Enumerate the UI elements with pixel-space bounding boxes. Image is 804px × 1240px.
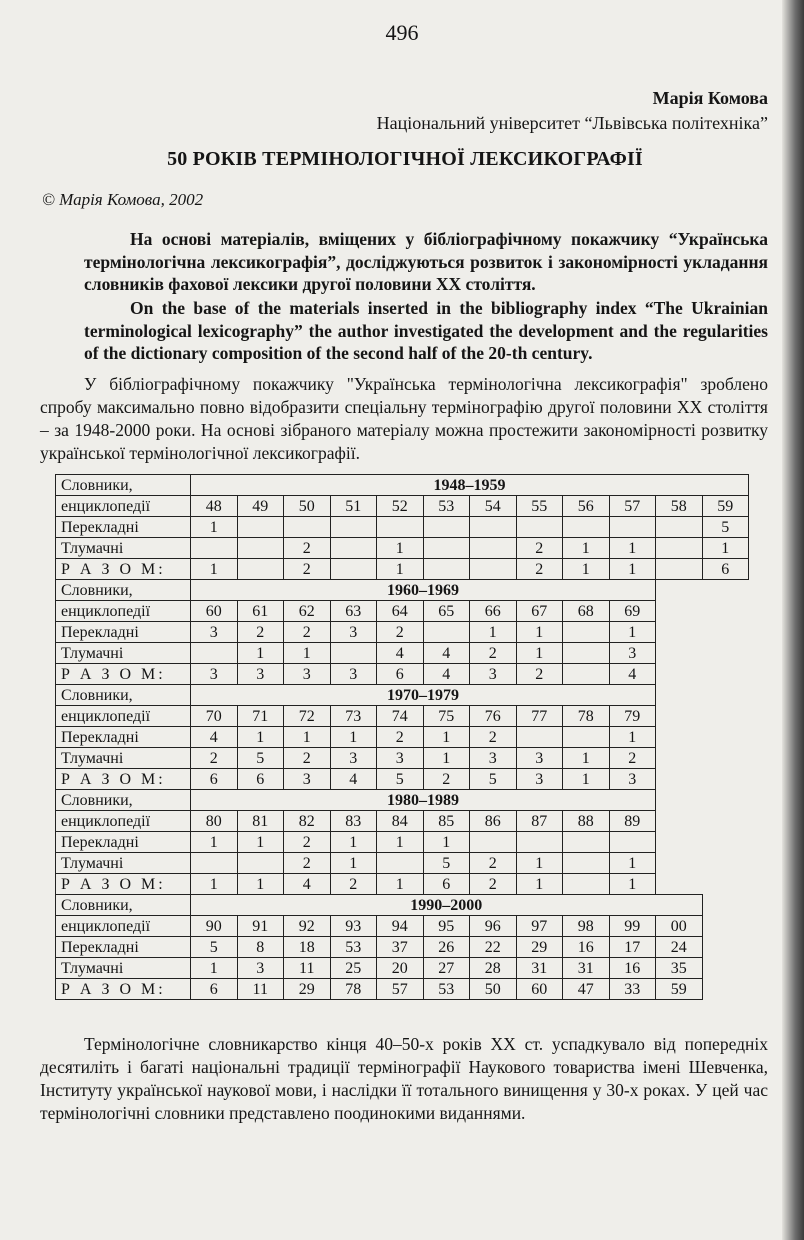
value-cell <box>656 559 703 580</box>
value-cell <box>516 832 563 853</box>
value-cell <box>563 664 610 685</box>
value-cell: 1 <box>516 622 563 643</box>
period-header-row <box>56 475 749 496</box>
year-cell: 52 <box>377 496 424 517</box>
value-cell: 35 <box>656 958 703 979</box>
value-cell: 11 <box>237 979 284 1000</box>
year-cell: 99 <box>609 916 656 937</box>
value-cell: 16 <box>563 937 610 958</box>
year-cell: 95 <box>423 916 470 937</box>
value-cell: 3 <box>377 748 424 769</box>
year-cell: 90 <box>191 916 238 937</box>
table-row <box>56 622 749 643</box>
year-cell: 93 <box>330 916 377 937</box>
value-cell: 3 <box>191 664 238 685</box>
table-row <box>56 748 749 769</box>
year-cell: 70 <box>191 706 238 727</box>
value-cell: 2 <box>423 769 470 790</box>
table-row <box>56 643 749 664</box>
row-label: Тлумачні <box>56 853 191 874</box>
value-cell: 1 <box>702 538 749 559</box>
value-cell: 1 <box>377 832 424 853</box>
year-cell: 63 <box>330 601 377 622</box>
row-label: Тлумачні <box>56 748 191 769</box>
value-cell: 2 <box>470 874 517 895</box>
value-cell: 1 <box>423 748 470 769</box>
value-cell: 5 <box>423 853 470 874</box>
year-cell: 55 <box>516 496 563 517</box>
value-cell <box>516 517 563 538</box>
value-cell: 16 <box>609 958 656 979</box>
value-cell <box>609 832 656 853</box>
abstract-ukrainian: На основі матеріалів, вміщених у бібліографічному покажчику “Українська термінологічна лексикографія”, досліджуються розвиток і закономірності укладання словників фахової лексики другої половини ХХ століття. <box>84 229 768 294</box>
value-cell <box>377 517 424 538</box>
dictionary-statistics-table <box>55 474 749 1000</box>
value-cell: 2 <box>237 622 284 643</box>
value-cell: 1 <box>609 559 656 580</box>
value-cell: 3 <box>470 664 517 685</box>
value-cell <box>284 517 331 538</box>
row-header-dictionaries: Словники, <box>56 895 191 916</box>
total-row <box>56 769 749 790</box>
value-cell: 1 <box>191 958 238 979</box>
value-cell: 28 <box>470 958 517 979</box>
value-cell: 1 <box>377 538 424 559</box>
year-cell: 56 <box>563 496 610 517</box>
article-title: 50 РОКІВ ТЕРМІНОЛОГІЧНОЇ ЛЕКСИКОГРАФІЇ <box>167 148 643 170</box>
value-cell: 1 <box>191 517 238 538</box>
abstract-english: On the base of the materials inserted in the bibliography index “The Ukrainian terminological lexicography” the author investigated the development and the regularities of the dictionary composition of the second half of the 20-th century. <box>84 298 768 363</box>
value-cell: 6 <box>423 874 470 895</box>
value-cell <box>563 727 610 748</box>
row-header-encyclopedias: енциклопедії <box>56 706 191 727</box>
row-label: Перекладні <box>56 517 191 538</box>
value-cell: 26 <box>423 937 470 958</box>
value-cell: 2 <box>470 727 517 748</box>
value-cell: 1 <box>237 643 284 664</box>
year-cell: 89 <box>609 811 656 832</box>
year-cell: 87 <box>516 811 563 832</box>
value-cell <box>563 874 610 895</box>
row-header-encyclopedias: енциклопедії <box>56 496 191 517</box>
year-cell: 92 <box>284 916 331 937</box>
value-cell: 4 <box>423 643 470 664</box>
year-cell: 57 <box>609 496 656 517</box>
period-label: 1960–1969 <box>191 580 656 601</box>
value-cell: 11 <box>284 958 331 979</box>
value-cell: 3 <box>609 769 656 790</box>
year-cell: 91 <box>237 916 284 937</box>
year-cell: 49 <box>237 496 284 517</box>
year-cell: 78 <box>563 706 610 727</box>
year-cell: 74 <box>377 706 424 727</box>
year-cell: 76 <box>470 706 517 727</box>
value-cell: 4 <box>377 643 424 664</box>
value-cell: 1 <box>609 538 656 559</box>
value-cell: 29 <box>284 979 331 1000</box>
value-cell: 3 <box>516 748 563 769</box>
value-cell: 3 <box>330 664 377 685</box>
value-cell: 1 <box>563 559 610 580</box>
year-cell: 64 <box>377 601 424 622</box>
value-cell: 2 <box>516 559 563 580</box>
value-cell: 5 <box>377 769 424 790</box>
value-cell: 5 <box>470 769 517 790</box>
row-label: Р А З О М: <box>56 769 191 790</box>
year-cell: 96 <box>470 916 517 937</box>
value-cell: 2 <box>284 559 331 580</box>
table-row <box>56 727 749 748</box>
year-cell: 65 <box>423 601 470 622</box>
value-cell: 18 <box>284 937 331 958</box>
value-cell: 4 <box>330 769 377 790</box>
value-cell: 17 <box>609 937 656 958</box>
value-cell: 1 <box>284 727 331 748</box>
value-cell <box>237 538 284 559</box>
value-cell <box>191 538 238 559</box>
year-cell: 00 <box>656 916 703 937</box>
value-cell: 6 <box>191 979 238 1000</box>
year-cell: 62 <box>284 601 331 622</box>
value-cell <box>470 832 517 853</box>
value-cell: 1 <box>191 559 238 580</box>
row-label: Р А З О М: <box>56 559 191 580</box>
year-cell: 88 <box>563 811 610 832</box>
year-cell: 54 <box>470 496 517 517</box>
value-cell <box>191 643 238 664</box>
value-cell <box>470 559 517 580</box>
value-cell: 59 <box>656 979 703 1000</box>
value-cell: 6 <box>377 664 424 685</box>
table-row <box>56 538 749 559</box>
value-cell: 5 <box>702 517 749 538</box>
value-cell: 47 <box>563 979 610 1000</box>
year-cell: 80 <box>191 811 238 832</box>
years-row <box>56 811 749 832</box>
row-label: Тлумачні <box>56 538 191 559</box>
value-cell: 1 <box>516 874 563 895</box>
value-cell: 4 <box>284 874 331 895</box>
value-cell: 2 <box>609 748 656 769</box>
table-row <box>56 832 749 853</box>
value-cell <box>237 853 284 874</box>
value-cell: 3 <box>516 769 563 790</box>
value-cell: 2 <box>377 622 424 643</box>
year-cell: 68 <box>563 601 610 622</box>
row-header-dictionaries: Словники, <box>56 790 191 811</box>
page-edge-shadow <box>782 0 804 1240</box>
value-cell: 2 <box>284 748 331 769</box>
value-cell: 31 <box>563 958 610 979</box>
value-cell: 4 <box>423 664 470 685</box>
value-cell <box>470 517 517 538</box>
value-cell <box>423 622 470 643</box>
value-cell <box>609 517 656 538</box>
period-label: 1990–2000 <box>191 895 703 916</box>
value-cell: 3 <box>237 958 284 979</box>
value-cell: 1 <box>330 832 377 853</box>
value-cell: 27 <box>423 958 470 979</box>
year-cell: 98 <box>563 916 610 937</box>
period-header-row <box>56 895 749 916</box>
period-header-row <box>56 790 749 811</box>
value-cell: 2 <box>516 538 563 559</box>
year-cell: 77 <box>516 706 563 727</box>
period-header-row <box>56 685 749 706</box>
year-cell: 94 <box>377 916 424 937</box>
total-row <box>56 664 749 685</box>
value-cell: 3 <box>609 643 656 664</box>
value-cell: 1 <box>377 559 424 580</box>
value-cell: 2 <box>284 622 331 643</box>
year-cell: 61 <box>237 601 284 622</box>
value-cell: 8 <box>237 937 284 958</box>
value-cell: 1 <box>191 832 238 853</box>
value-cell: 1 <box>423 832 470 853</box>
value-cell: 33 <box>609 979 656 1000</box>
row-label: Перекладні <box>56 622 191 643</box>
period-label: 1948–1959 <box>191 475 749 496</box>
year-cell: 60 <box>191 601 238 622</box>
table-row <box>56 937 749 958</box>
value-cell <box>423 538 470 559</box>
years-row <box>56 496 749 517</box>
value-cell: 1 <box>563 538 610 559</box>
value-cell: 22 <box>470 937 517 958</box>
value-cell: 1 <box>284 643 331 664</box>
copyright-line: © Марія Комова, 2002 <box>42 190 204 209</box>
year-cell: 82 <box>284 811 331 832</box>
period-header-row <box>56 580 749 601</box>
value-cell: 1 <box>609 727 656 748</box>
intro-paragraph: У бібліографічному покажчику "Українська термінологічна лексикографія" зроблено спробу максимально повно відобразити спеціальну термінографію другої половини ХХ століття – за 1948-2000 роки. На основі зібраного матеріалу можна простежити закономірності розвитку української термінологічної лексикографії. <box>40 374 768 463</box>
value-cell: 2 <box>470 853 517 874</box>
year-cell: 97 <box>516 916 563 937</box>
row-header-encyclopedias: енциклопедії <box>56 601 191 622</box>
row-header-encyclopedias: енциклопедії <box>56 916 191 937</box>
value-cell <box>423 517 470 538</box>
value-cell: 2 <box>516 664 563 685</box>
value-cell <box>656 538 703 559</box>
value-cell <box>563 853 610 874</box>
year-cell: 51 <box>330 496 377 517</box>
year-cell: 69 <box>609 601 656 622</box>
row-header-encyclopedias: енциклопедії <box>56 811 191 832</box>
value-cell: 29 <box>516 937 563 958</box>
row-header-dictionaries: Словники, <box>56 685 191 706</box>
value-cell <box>516 727 563 748</box>
value-cell <box>563 622 610 643</box>
value-cell: 25 <box>330 958 377 979</box>
years-row <box>56 916 749 937</box>
value-cell: 1 <box>563 748 610 769</box>
author-name: Марія Комова <box>652 88 768 108</box>
year-cell: 73 <box>330 706 377 727</box>
table-row <box>56 958 749 979</box>
table-row <box>56 853 749 874</box>
year-cell: 75 <box>423 706 470 727</box>
value-cell <box>237 559 284 580</box>
author-block <box>377 86 768 136</box>
value-cell: 1 <box>609 853 656 874</box>
value-cell <box>377 853 424 874</box>
year-cell: 79 <box>609 706 656 727</box>
years-row <box>56 706 749 727</box>
value-cell <box>563 643 610 664</box>
year-cell: 66 <box>470 601 517 622</box>
year-cell: 71 <box>237 706 284 727</box>
value-cell: 1 <box>516 853 563 874</box>
value-cell <box>330 517 377 538</box>
value-cell: 6 <box>702 559 749 580</box>
value-cell: 1 <box>330 853 377 874</box>
value-cell <box>563 517 610 538</box>
value-cell: 2 <box>191 748 238 769</box>
value-cell: 57 <box>377 979 424 1000</box>
row-header-dictionaries: Словники, <box>56 580 191 601</box>
value-cell: 2 <box>470 643 517 664</box>
page-number: 496 <box>385 20 419 45</box>
value-cell <box>191 853 238 874</box>
value-cell: 53 <box>423 979 470 1000</box>
value-cell: 20 <box>377 958 424 979</box>
value-cell: 2 <box>284 832 331 853</box>
value-cell: 6 <box>237 769 284 790</box>
year-cell: 81 <box>237 811 284 832</box>
year-cell: 85 <box>423 811 470 832</box>
value-cell: 1 <box>237 832 284 853</box>
value-cell: 50 <box>470 979 517 1000</box>
period-label: 1970–1979 <box>191 685 656 706</box>
value-cell <box>330 538 377 559</box>
value-cell: 3 <box>330 748 377 769</box>
row-label: Р А З О М: <box>56 979 191 1000</box>
value-cell: 1 <box>377 874 424 895</box>
author-affiliation: Національний університет “Львівська політехніка” <box>376 113 768 133</box>
year-cell: 84 <box>377 811 424 832</box>
period-label: 1980–1989 <box>191 790 656 811</box>
year-cell: 53 <box>423 496 470 517</box>
year-cell: 58 <box>656 496 703 517</box>
value-cell: 53 <box>330 937 377 958</box>
year-cell: 83 <box>330 811 377 832</box>
value-cell <box>330 643 377 664</box>
value-cell: 1 <box>237 874 284 895</box>
value-cell: 1 <box>563 769 610 790</box>
value-cell: 3 <box>191 622 238 643</box>
value-cell: 1 <box>516 643 563 664</box>
value-cell: 2 <box>284 538 331 559</box>
value-cell: 3 <box>470 748 517 769</box>
total-row <box>56 979 749 1000</box>
row-label: Р А З О М: <box>56 874 191 895</box>
row-label: Перекладні <box>56 832 191 853</box>
value-cell: 1 <box>237 727 284 748</box>
total-row <box>56 559 749 580</box>
year-cell: 72 <box>284 706 331 727</box>
value-cell <box>470 538 517 559</box>
value-cell: 3 <box>330 622 377 643</box>
years-row <box>56 601 749 622</box>
value-cell: 37 <box>377 937 424 958</box>
value-cell: 6 <box>191 769 238 790</box>
year-cell: 86 <box>470 811 517 832</box>
row-label: Тлумачні <box>56 958 191 979</box>
conclusion-paragraph: Термінологічне словникарство кінця 40–50-х років ХХ ст. успадкувало від попередніх десятиліть і багаті національні традиції термінографії Наукового товариства імені Шевченка, Інституту української наукової мови, і наслідки її тотального винищення у 30-х роках. У цей час термінологічні словники представлено поодинокими виданнями. <box>40 1034 768 1123</box>
value-cell: 5 <box>191 937 238 958</box>
value-cell: 1 <box>423 727 470 748</box>
year-cell: 59 <box>702 496 749 517</box>
value-cell: 1 <box>191 874 238 895</box>
total-row <box>56 874 749 895</box>
value-cell: 3 <box>284 664 331 685</box>
row-label: Тлумачні <box>56 643 191 664</box>
value-cell <box>237 517 284 538</box>
value-cell: 5 <box>237 748 284 769</box>
table-row <box>56 517 749 538</box>
value-cell <box>330 559 377 580</box>
year-cell: 67 <box>516 601 563 622</box>
value-cell: 2 <box>330 874 377 895</box>
value-cell: 3 <box>284 769 331 790</box>
value-cell: 60 <box>516 979 563 1000</box>
year-cell: 48 <box>191 496 238 517</box>
value-cell: 3 <box>237 664 284 685</box>
value-cell: 2 <box>284 853 331 874</box>
value-cell: 31 <box>516 958 563 979</box>
value-cell <box>563 832 610 853</box>
value-cell: 1 <box>609 874 656 895</box>
value-cell: 4 <box>609 664 656 685</box>
value-cell: 2 <box>377 727 424 748</box>
value-cell: 24 <box>656 937 703 958</box>
row-header-dictionaries: Словники, <box>56 475 191 496</box>
value-cell: 1 <box>330 727 377 748</box>
year-cell: 50 <box>284 496 331 517</box>
value-cell: 78 <box>330 979 377 1000</box>
value-cell <box>423 559 470 580</box>
row-label: Перекладні <box>56 727 191 748</box>
value-cell <box>656 517 703 538</box>
value-cell: 1 <box>470 622 517 643</box>
value-cell: 4 <box>191 727 238 748</box>
row-label: Р А З О М: <box>56 664 191 685</box>
row-label: Перекладні <box>56 937 191 958</box>
value-cell: 1 <box>609 622 656 643</box>
